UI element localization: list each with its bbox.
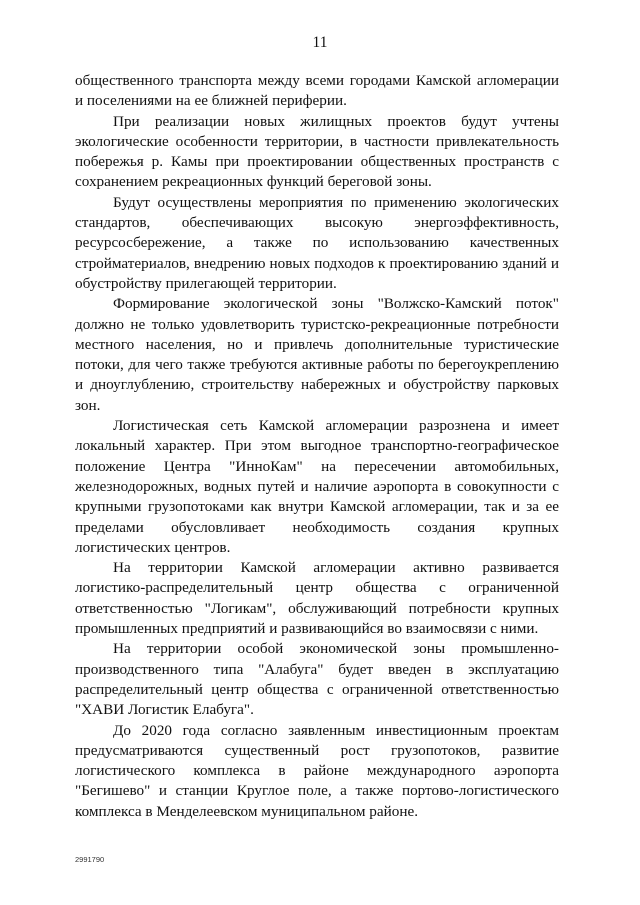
page-number: 11 xyxy=(312,34,328,51)
document-code: 2991790 xyxy=(75,855,105,864)
paragraph-housing-projects: При реализации новых жилищных проектов будут учтены экологические особенности территории, в частности привлекательность побережья р. Камы при проектировании общественных пространств с сохранением рекреационных функций береговой зоны. xyxy=(75,112,559,191)
paragraph-logikam: На территории Камской агломерации активно развивается логистико-распределительный центр общества с ограниченной ответственностью "Логикам", обслуживающий потребности крупных промышленных предприятий и развивающийся во взаимосвязи с ними. xyxy=(75,559,559,638)
paragraph-2020-plans: До 2020 года согласно заявленным инвестиционным проектам предусматриваются существенный рост грузопотоков, развитие логистического комплекса в районе международного аэропорта "Бегишево" и станции Круглое поле, а также портово-логистического комплекса в Менделеевском муниципальном районе. xyxy=(75,721,559,820)
document-body xyxy=(75,71,559,822)
paragraph-continuation: общественного транспорта между всеми городами Камской агломерации и поселениями на ее ближней периферии. xyxy=(75,72,559,110)
paragraph-alabuga: На территории особой экономической зоны промышленно-производственного типа "Алабуга" будет введен в эксплуатацию распределительный центр общества с ограниченной ответственностью "ХАВИ Логистик Елабуга". xyxy=(75,640,559,719)
paragraph-ecological-standards: Будут осуществлены мероприятия по применению экологических стандартов, обеспечивающих высокую энергоэффективность, ресурсосбережение, а также по использованию качественных стройматериалов, внедрению новых подходов к проектированию зданий и обустройству прилегающей территории. xyxy=(75,193,559,292)
paragraph-logistics-network: Логистическая сеть Камской агломерации разрознена и имеет локальный характер. При этом выгодное транспортно-географическое положение Центра "ИнноКам" на пересечении автомобильных, железнодорожных, водных путей и наличие аэропорта в совокупности с крупными грузопотоками как внутри Камской агломерации, так и за ее пределами обусловливает необходимость создания крупных логистических центров. xyxy=(75,417,559,556)
paragraph-ecological-zone: Формирование экологической зоны "Волжско-Камский поток" должно не только удовлетворить туристско-рекреационные потребности местного населения, но и привлечь дополнительные туристические потоки, для чего также требуются активные работы по берегоукреплению и дноуглублению, строительству набережных и обустройству парковых зон. xyxy=(75,295,559,414)
